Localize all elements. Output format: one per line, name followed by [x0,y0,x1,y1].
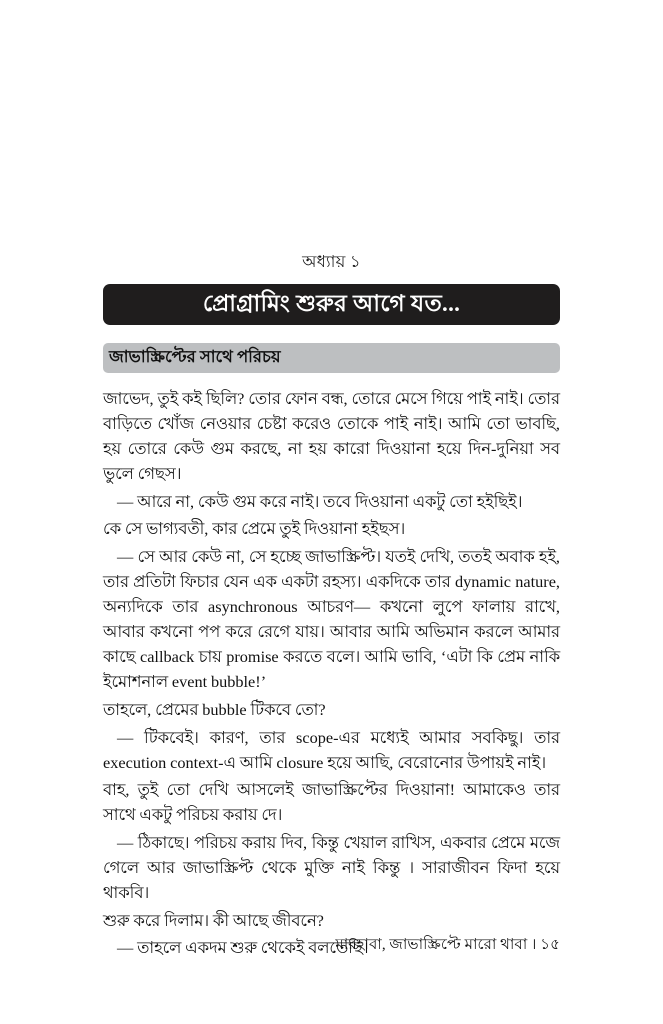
body-paragraph: — আরে না, কেউ গুম করে নাই। তবে দিওয়ানা একটু তো হইছিই। [117,491,523,511]
body-paragraph: — সে আর কেউ না, সে হচ্ছে জাভাস্ক্রিপ্ট। যতই দেখি, ততই অবাক হই, তার প্রতিটা ফিচার যেন এক একটা রহস্য। একদিকে তার dynamic nature, অন্যদিকে তার asynchronous আচরণ— কখনো লুপে ফালায় রাখে, আবার কখনো পপ করে রেগে যায়। আবার আমি অভিমান করলে আমার কাছে callback চায় promise করতে বলে। আমি ভাবি, ‘এটা কি প্রেম নাকি ইমোশনাল event bubble!’ [103,546,560,692]
body-paragraph: কে সে ভাগ্যবতী, কার প্রেমে তুই দিওয়ানা হইছস। [103,519,406,539]
page-content [103,252,560,963]
body-paragraph: বাহ, তুই তো দেখি আসলেই জাভাস্ক্রিপ্টের দিওয়ানা! আমাকেও তার সাথে একটু পরিচয় করায় দে। [103,780,560,825]
body-paragraph: — তাহলে একদম শুরু থেকেই বলতেছি। [117,938,369,958]
body-paragraph: — ঠিকাছে। পরিচয় করায় দিব, কিন্তু খেয়াল রাখিস, একবার প্রেমে মজে গেলে আর জাভাস্ক্রিপ্ট থেকে মুক্তি নাই কিন্তু । সারাজীবন ফিদা হয়ে থাকবি। [103,832,560,903]
chapter-title-banner [103,284,560,325]
section-heading-text: জাভাস্ক্রিপ্টের সাথে পরিচয় [109,346,281,366]
section-heading-bar [103,343,560,373]
chapter-label: অধ্যায় ১ [302,252,361,271]
chapter-title-text: প্রোগ্রামিং শুরুর আগে যত... [202,290,461,316]
page-footer: মারহাবা, জাভাস্ক্রিপ্টে মারো থাবা । ১৫ [335,936,560,953]
body-paragraph: — টিকবেই। কারণ, তার scope-এর মধ্যেই আমার সবকিছু। তার execution context-এ আমি closure হয়ে আছি, বেরোনোর উপায়ই নাই। [103,727,560,772]
body-paragraph: জাভেদ, তুই কই ছিলি? তোর ফোন বন্ধ, তোরে মেসে গিয়ে পাই নাই। তোর বাড়িতে খোঁজ নেওয়ার চেষ্টা করেও তোকে পাই নাই। আমি তো ভাবছি, হয় তোরে কেউ গুম করছে, না হয় কারো দিওয়ানা হয়ে দিন-দুনিয়া সব ভুলে গেছস। [103,388,560,484]
body-paragraph: শুরু করে দিলাম। কী আছে জীবনে? [103,910,324,930]
body-paragraph: তাহলে, প্রেমের bubble টিকবে তো? [103,699,326,719]
